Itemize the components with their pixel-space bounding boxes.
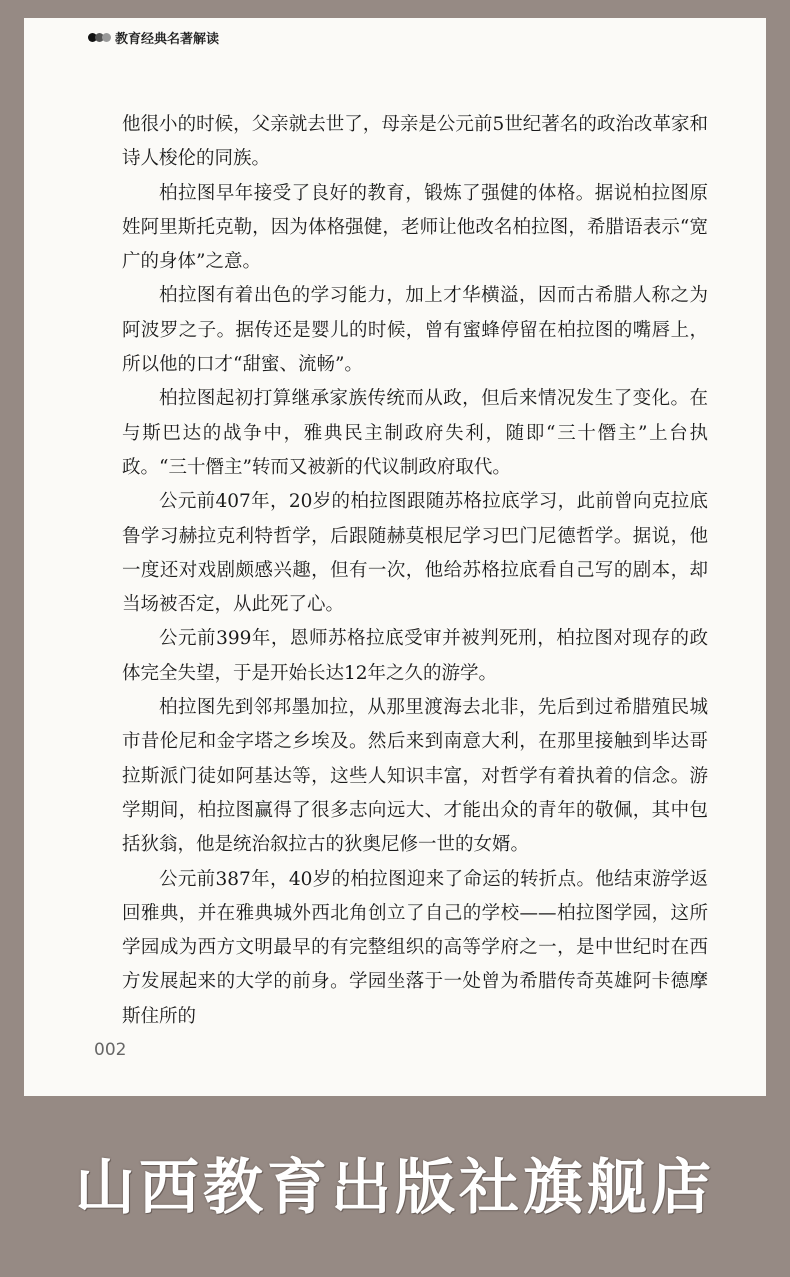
running-header <box>88 28 219 47</box>
shop-name-banner: 山西教育出版社旗舰店 <box>75 1153 715 1223</box>
paragraph: 公元前387年，40岁的柏拉图迎来了命运的转折点。他结束游学返回雅典，并在雅典城外西北角创立了自己的学校——柏拉图学园，这所学园成为西方文明最早的有完整组织的高等学府之一，是中世纪时在西方发展起来的大学的前身。学园坐落于一处曾为希腊传奇英雄阿卡德摩斯住所的 <box>122 868 708 1027</box>
book-page <box>24 18 766 1096</box>
paragraph: 公元前399年，恩师苏格拉底受审并被判死刑，柏拉图对现存的政体完全失望，于是开始长达12年之久的游学。 <box>122 628 708 684</box>
page-number: 002 <box>94 1040 127 1060</box>
paragraph: 他很小的时候，父亲就去世了，母亲是公元前5世纪著名的政治改革家和诗人梭伦的同族。 <box>122 114 708 170</box>
paragraph: 柏拉图起初打算继承家族传统而从政，但后来情况发生了变化。在与斯巴达的战争中，雅典民主制政府失利，随即“三十僭主”上台执政。“三十僭主”转而又被新的代议制政府取代。 <box>122 388 708 478</box>
book-series-title: 教育经典名著解读 <box>115 32 220 47</box>
paragraph: 柏拉图有着出色的学习能力，加上才华横溢，因而古希腊人称之为阿波罗之子。据传还是婴儿的时候，曾有蜜蜂停留在柏拉图的嘴唇上，所以他的口才“甜蜜、流畅”。 <box>122 285 708 376</box>
paragraph: 柏拉图早年接受了良好的教育，锻炼了强健的体格。据说柏拉图原姓阿里斯托克勒，因为体格强健，老师让他改名柏拉图，希腊语表示“宽广的身体”之意。 <box>122 182 708 273</box>
body-text <box>122 108 708 1034</box>
paragraph: 柏拉图先到邻邦墨加拉，从那里渡海去北非，先后到过希腊殖民城市昔伦尼和金字塔之乡埃及。然后来到南意大利，在那里接触到毕达哥拉斯派门徒如阿基达等，这些人知识丰富，对哲学有着执着的信念。游学期间，柏拉图赢得了很多志向远大、才能出众的青年的敬佩，其中包括狄翁，他是统治叙拉古的狄奥尼修一世的女婿。 <box>122 697 708 856</box>
header-dots-icon <box>88 33 109 42</box>
paragraph: 公元前407年，20岁的柏拉图跟随苏格拉底学习，此前曾向克拉底鲁学习赫拉克利特哲学，后跟随赫莫根尼学习巴门尼德哲学。据说，他一度还对戏剧颇感兴趣，但有一次，他给苏格拉底看自己写的剧本，却当场被否定，从此死了心。 <box>122 491 708 616</box>
